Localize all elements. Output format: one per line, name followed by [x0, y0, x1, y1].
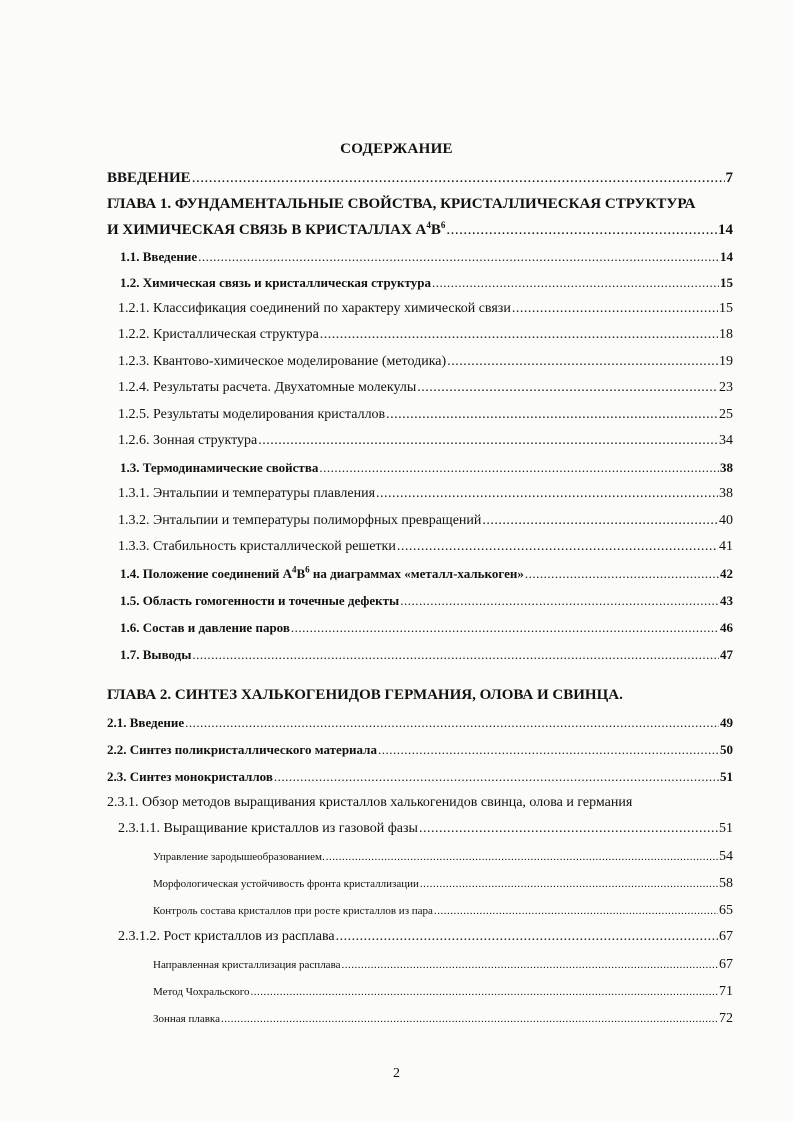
- toc-entry-1-2-3[interactable]: [118, 352, 733, 372]
- dot-leader: [185, 713, 719, 733]
- entry-page: 71: [719, 984, 733, 999]
- dot-leader: [386, 405, 718, 425]
- dot-leader: [376, 484, 718, 504]
- entry-page: 19: [719, 354, 733, 369]
- entry-page: 51: [720, 769, 733, 784]
- entry-label: 1.2.6. Зонная структура: [118, 433, 258, 448]
- entry-page: 42: [720, 566, 733, 581]
- dot-leader: [419, 819, 718, 839]
- entry-label: 1.6. Состав и давление паров: [120, 620, 290, 635]
- dot-leader: [320, 325, 718, 345]
- toc-entry-1-2-4[interactable]: [118, 378, 733, 398]
- dot-leader: [434, 901, 718, 921]
- toc-entry-1-1[interactable]: [120, 247, 733, 267]
- toc-entry-1-3[interactable]: [120, 458, 733, 478]
- entry-page: 15: [720, 275, 733, 290]
- entry-label: 1.5. Область гомогенности и точечные дефекты: [120, 593, 400, 608]
- toc-entry-1-6[interactable]: [120, 618, 733, 638]
- toc-entry-morphological-stability[interactable]: [153, 874, 733, 894]
- entry-page: 72: [719, 1011, 733, 1026]
- dot-leader: [221, 1009, 718, 1029]
- toc-entry-2-3-1-1[interactable]: [118, 819, 733, 839]
- dot-leader: [198, 247, 719, 267]
- entry-label: Зонная плавка: [153, 1013, 220, 1025]
- entry-label: 1.2.1. Классификация соединений по характеру химической связи: [118, 301, 511, 316]
- dot-leader: [420, 874, 718, 894]
- entry-label: 2.3.1.2. Рост кристаллов из расплава: [118, 929, 335, 944]
- toc-entry-1-2[interactable]: [120, 273, 733, 293]
- entry-label: 1.1. Введение: [120, 249, 198, 264]
- entry-page: 23: [719, 380, 733, 395]
- entry-page: 18: [719, 327, 733, 342]
- entry-page: 58: [719, 876, 733, 891]
- toc-entry-1-7[interactable]: [120, 645, 733, 665]
- page-number: 2: [393, 1066, 400, 1081]
- entry-page: 14: [718, 222, 733, 238]
- entry-label: ВВЕДЕНИЕ: [107, 170, 191, 186]
- entry-label: Контроль состава кристаллов при росте кристаллов из пара: [153, 905, 433, 917]
- toc-entry-2-2[interactable]: [107, 740, 733, 760]
- entry-label: 1.2.5. Результаты моделирования кристаллов: [118, 407, 386, 422]
- dot-leader: [274, 767, 719, 787]
- toc-entry-1-2-1[interactable]: [118, 299, 733, 319]
- entry-label: Метод Чохральского: [153, 986, 250, 998]
- entry-page: 14: [720, 249, 733, 264]
- entry-label: 1.3.3. Стабильность кристаллической решетки: [118, 539, 396, 554]
- dot-leader: [250, 982, 718, 1002]
- toc-entry-1-3-3[interactable]: [118, 537, 733, 557]
- entry-label: И ХИМИЧЕСКАЯ СВЯЗЬ В КРИСТАЛЛАХ $A^4B^6$: [107, 220, 446, 238]
- entry-label: 1.2. Химическая связь и кристаллическая структура: [120, 275, 431, 290]
- entry-label: 2.1. Введение: [107, 715, 185, 730]
- toc-entry-2-3-1-2[interactable]: [118, 927, 733, 947]
- dot-leader: [446, 220, 717, 240]
- toc-entry-chapter1[interactable]: [107, 220, 733, 240]
- dot-leader: [326, 847, 718, 867]
- entry-label: 1.3. Термодинамические свойства: [120, 460, 319, 475]
- toc-entry-zone-melting[interactable]: [153, 1009, 733, 1029]
- toc-entry-1-5[interactable]: [120, 591, 733, 611]
- dot-leader: [342, 955, 719, 975]
- entry-label: 1.2.4. Результаты расчета. Двухатомные молекулы: [118, 380, 417, 395]
- entry-label: 1.4. Положение соединений $A^4B^6$ на диаграммах «металл-халькоген»: [120, 564, 524, 581]
- dot-leader: [192, 645, 719, 665]
- toc-entry-2-3-1[interactable]: 2.3.1. Обзор методов выращивания кристаллов халькогенидов свинца, олова и германия: [107, 795, 633, 810]
- dot-leader: [432, 273, 719, 293]
- dot-leader: [512, 299, 718, 319]
- dot-leader: [397, 537, 718, 557]
- dot-leader: [525, 564, 719, 584]
- entry-page: 67: [719, 929, 733, 944]
- toc-entry-2-3[interactable]: [107, 767, 733, 787]
- toc-entry-intro[interactable]: [107, 168, 733, 188]
- toc-entry-directional-crystallization[interactable]: [153, 955, 733, 975]
- entry-page: 43: [720, 593, 733, 608]
- toc-entry-1-3-1[interactable]: [118, 484, 733, 504]
- entry-label: Морфологическая устойчивость фронта кристаллизации: [153, 878, 419, 890]
- entry-page: 15: [719, 301, 733, 316]
- toc-title: СОДЕРЖАНИЕ: [340, 141, 453, 157]
- toc-entry-1-2-5[interactable]: [118, 405, 733, 425]
- entry-page: 25: [719, 407, 733, 422]
- toc-entry-1-2-6[interactable]: [118, 431, 733, 451]
- chapter2-heading[interactable]: ГЛАВА 2. СИНТЕЗ ХАЛЬКОГЕНИДОВ ГЕРМАНИЯ, ОЛОВА И СВИНЦА.: [107, 687, 623, 703]
- entry-page: 47: [720, 647, 733, 662]
- entry-label: 1.3.1. Энтальпии и температуры плавления: [118, 486, 376, 501]
- toc-entry-2-1[interactable]: [107, 713, 733, 733]
- entry-page: 51: [719, 821, 733, 836]
- entry-label: 1.7. Выводы: [120, 647, 192, 662]
- toc-entry-1-4[interactable]: [120, 564, 733, 584]
- entry-page: 49: [720, 715, 733, 730]
- dot-leader: [378, 740, 719, 760]
- chapter1-heading-line1: ГЛАВА 1. ФУНДАМЕНТАЛЬНЫЕ СВОЙСТВА, КРИСТАЛЛИЧЕСКАЯ СТРУКТУРА: [107, 196, 696, 212]
- entry-label: 1.3.2. Энтальпии и температуры полиморфных превращений: [118, 513, 482, 528]
- entry-page: 34: [719, 433, 733, 448]
- entry-page: 7: [725, 170, 733, 186]
- toc-entry-czochralski-method[interactable]: [153, 982, 733, 1002]
- toc-entry-1-2-2[interactable]: [118, 325, 733, 345]
- entry-page: 38: [719, 486, 733, 501]
- entry-label: 2.2. Синтез поликристаллического материала: [107, 742, 377, 757]
- entry-label: 1.2.3. Квантово-химическое моделирование (методика): [118, 354, 447, 369]
- toc-entry-composition-control[interactable]: [153, 901, 733, 921]
- dot-leader: [192, 168, 725, 188]
- entry-label: 2.3.1.1. Выращивание кристаллов из газовой фазы: [118, 821, 418, 836]
- dot-leader: [417, 378, 718, 398]
- dot-leader: [291, 618, 719, 638]
- entry-label: 2.3. Синтез монокристаллов: [107, 769, 273, 784]
- dot-leader: [400, 591, 719, 611]
- entry-page: 67: [719, 957, 733, 972]
- dot-leader: [482, 511, 718, 531]
- entry-label: Направленная кристаллизация расплава: [153, 959, 341, 971]
- dot-leader: [319, 458, 719, 478]
- dot-leader: [258, 431, 718, 451]
- dot-leader: [336, 927, 718, 947]
- entry-page: 46: [720, 620, 733, 635]
- entry-page: 38: [720, 460, 733, 475]
- entry-label: Управление зародышеобразованием.: [153, 851, 325, 863]
- entry-page: 54: [719, 849, 733, 864]
- toc-entry-1-3-2[interactable]: [118, 511, 733, 531]
- entry-page: 40: [719, 513, 733, 528]
- entry-page: 41: [719, 539, 733, 554]
- entry-label: 1.2.2. Кристаллическая структура: [118, 327, 319, 342]
- entry-page: 50: [720, 742, 733, 757]
- dot-leader: [447, 352, 718, 372]
- entry-page: 65: [719, 903, 733, 918]
- toc-entry-nucleation-control[interactable]: [153, 847, 733, 867]
